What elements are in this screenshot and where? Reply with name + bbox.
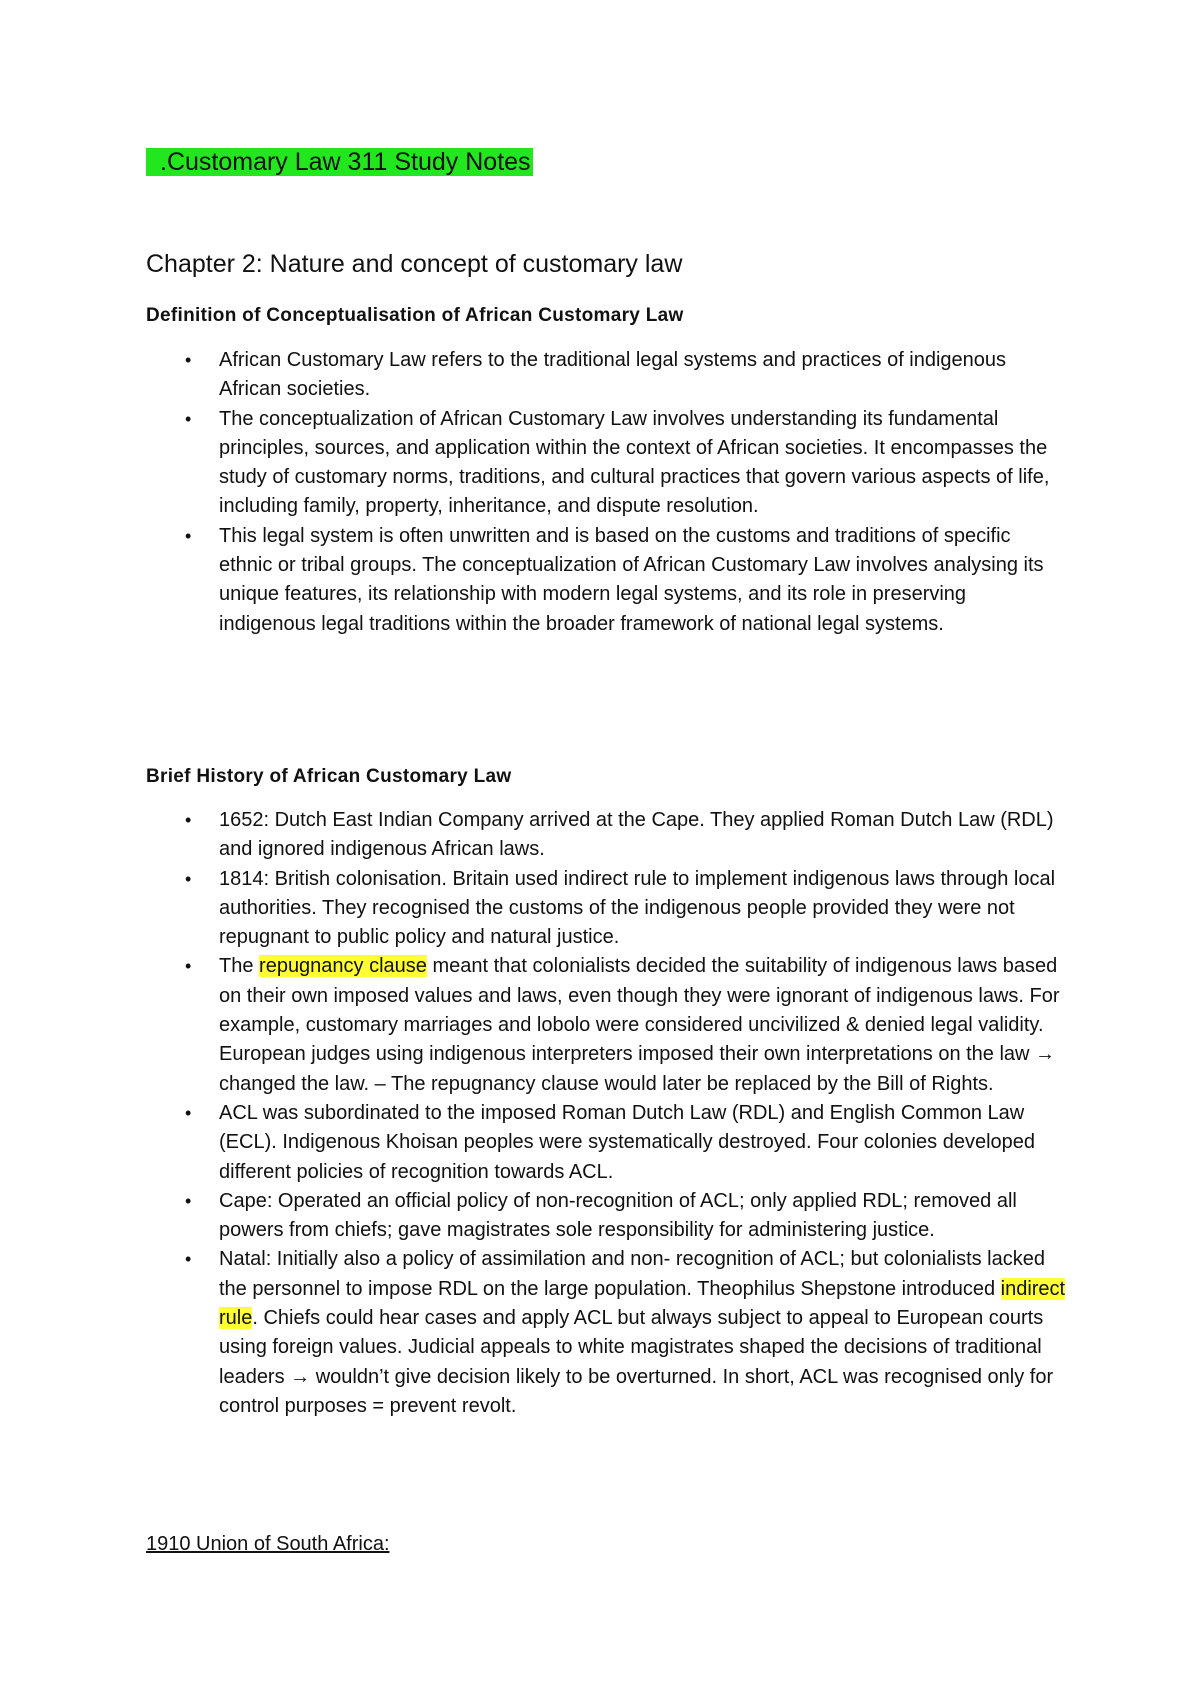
history-bullet-list [146, 806, 1066, 1421]
list-item [146, 952, 1066, 1098]
bullet-icon: • [185, 1102, 192, 1123]
list-item-text: The conceptualization of African Customary Law involves understanding its fundamental principles, sources, and application within the context of African societies. It encompasses the study of customary norms, traditions, and cultural practices that govern various aspects of life, including family, property, inheritance, and dispute resolution. [219, 407, 1050, 518]
list-item [146, 346, 1066, 405]
list-item [146, 1099, 1066, 1187]
list-item-text: African Customary Law refers to the traditional legal systems and practices of indigenous African societies. [219, 349, 1007, 401]
union-heading: 1910 Union of South Africa: [146, 1533, 390, 1555]
title-highlight: .Customary Law 311 Study Notes [146, 148, 533, 176]
bullet-icon: • [185, 525, 192, 546]
bullet-icon: • [185, 408, 192, 429]
bullet-icon: • [185, 810, 192, 830]
definition-bullet-list [146, 346, 1066, 639]
bullet-icon: • [185, 868, 192, 889]
list-item [146, 1245, 1066, 1421]
list-item-text-suffix: meant that colonialists decided the suitability of indigenous laws based on their own imposed values and laws, even though they were ignorant of indigenous laws. For example, customary marriages and lobolo were considered uncivilized & denied legal validity. European judges using indigenous interpreters imposed their own interpretations on the law → changed the law. – The repugnancy clause would later be replaced by the Bill of Rights. [219, 955, 1060, 1095]
list-item [146, 522, 1066, 639]
highlighted-term-repugnancy-clause: repugnancy clause [259, 955, 427, 978]
document-title [146, 146, 533, 178]
list-item-text: This legal system is often unwritten and is based on the customs and traditions of specific ethnic or tribal groups. The conceptualization of African Customary Law involves analysing its unique features, its relationship with modern legal systems, and its role in preserving indigenous legal traditions within the broader framework of national legal systems. [219, 524, 1044, 635]
list-item [146, 806, 1066, 865]
bullet-icon: • [185, 350, 192, 370]
list-item-text-prefix: Natal: Initially also a policy of assimilation and non- recognition of ACL; but colonialists lacked the personnel to impose RDL on the large population. Theophilus Shepstone introduced [219, 1248, 1045, 1300]
list-item-text: Cape: Operated an official policy of non-recognition of ACL; only applied RDL; removed all powers from chiefs; gave magistrates sole responsibility for administering justice. [219, 1189, 1017, 1242]
list-item [146, 865, 1066, 953]
bullet-icon: • [185, 1249, 192, 1270]
section-heading-definition: Definition of Conceptualisation of African Customary Law [146, 305, 684, 326]
list-item-text-prefix: The [219, 955, 260, 978]
bullet-icon: • [185, 956, 192, 977]
section-heading-history: Brief History of African Customary Law [146, 766, 512, 787]
list-item-text-suffix: . Chiefs could hear cases and apply ACL but always subject to appeal to European courts using foreign values. Judicial appeals to white magistrates shaped the decisions of traditional leaders → wouldn’t give decision likely to be overturned. In short, ACL was recognised only for control purposes = prevent revolt. [219, 1307, 1054, 1417]
list-item [146, 405, 1066, 522]
highlighted-term-indirect-rule: indirect rule [219, 1277, 1066, 1330]
list-item-text: 1814: British colonisation. Britain used indirect rule to implement indigenous laws through local authorities. They recognised the customs of the indigenous people provided they were not repugnant to public policy and natural justice. [219, 867, 1056, 949]
list-item-text: 1652: Dutch East Indian Company arrived at the Cape. They applied Roman Dutch Law (RDL) and ignored indigenous African laws. [219, 809, 1054, 861]
chapter-heading: Chapter 2: Nature and concept of customary law [146, 250, 683, 278]
list-item-text: ACL was subordinated to the imposed Roman Dutch Law (RDL) and English Common Law (ECL). Indigenous Khoisan peoples were systematically destroyed. Four colonies developed different policies of recognition towards ACL. [219, 1101, 1036, 1183]
list-item [146, 1187, 1066, 1246]
bullet-icon: • [185, 1190, 192, 1211]
